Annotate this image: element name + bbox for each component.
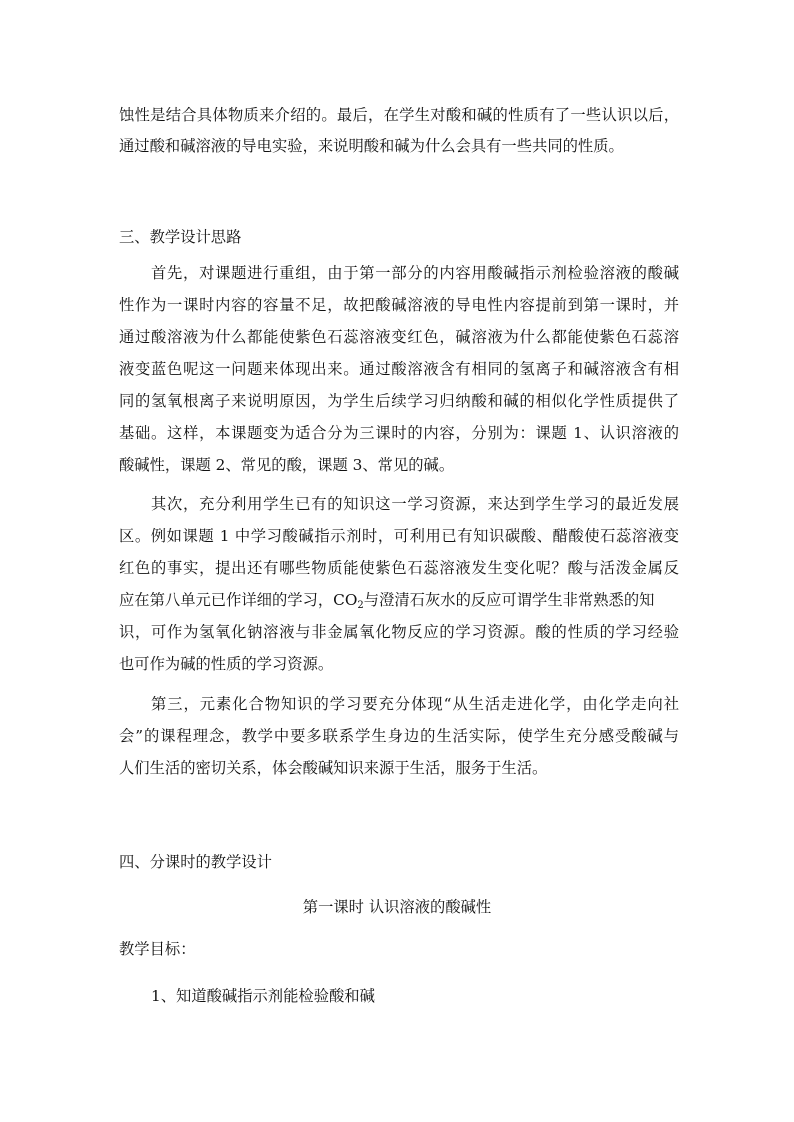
para1-line-3: 通过酸溶液为什么都能使紫色石蕊溶液变红色，碱溶液为什么都能使紫色石蕊溶 — [119, 328, 679, 346]
intro-line-2: 通过酸和碱溶液的导电实验，来说明酸和碱为什么会具有一些共同的性质。 — [119, 137, 624, 155]
para2-line-2: 区。例如课题 1 中学习酸碱指示剂时，可利用已有知识碳酸、醋酸使石蕊溶液变 — [119, 527, 679, 545]
para3-line-3: 人们生活的密切关系，体会酸碱知识来源于生活，服务于生活。 — [119, 759, 548, 777]
lesson-title: 第一课时 认识溶液的酸碱性 — [302, 898, 492, 916]
section-3-heading: 三、教学设计思路 — [119, 228, 242, 246]
para1-line-4: 液变蓝色呢这一问题来体现出来。通过酸溶液含有相同的氢离子和碱溶液含有相 — [119, 360, 679, 378]
para1-line-1: 首先，对课题进行重组，由于第一部分的内容用酸碱指示剂检验溶液的酸碱 — [151, 264, 679, 282]
para2-line-6: 也可作为碱的性质的学习资源。 — [119, 655, 334, 673]
para2-line-4-after: 与澄清石灰水的反应可谓学生非常熟悉的知 — [363, 591, 655, 609]
para1-line-7: 酸碱性，课题 2、常见的酸，课题 3、常见的碱。 — [119, 456, 455, 474]
para2-line-1: 其次，充分利用学生已有的知识这一学习资源，来达到学生学习的最近发展 — [151, 495, 679, 513]
intro-line-1: 蚀性是结合具体物质来介绍的。最后，在学生对酸和碱的性质有了一些认识以后， — [119, 106, 679, 124]
para2-line-5: 识，可作为氢氧化钠溶液与非金属氧化物反应的学习资源。酸的性质的学习经验 — [119, 623, 679, 641]
objectives-label: 教学目标： — [119, 940, 196, 958]
para2-line-4 — [119, 590, 679, 610]
objective-1: 1、知道酸碱指示剂能检验酸和碱 — [151, 987, 375, 1005]
para1-line-2: 性作为一课时内容的容量不足，故把酸碱溶液的导电性内容提前到第一课时，并 — [119, 296, 679, 314]
para1-line-6: 基础。这样，本课题变为适合分为三课时的内容，分别为：课题 1、认识溶液的 — [119, 424, 679, 442]
para1-line-5: 同的氢氧根离子来说明原因，为学生后续学习归纳酸和碱的相似化学性质提供了 — [119, 392, 679, 410]
para3-line-1: 第三，元素化合物知识的学习要充分体现“从生活走进化学，由化学走向社 — [151, 695, 679, 713]
section-4-heading: 四、分课时的教学设计 — [119, 853, 272, 871]
para2-line-3: 红色的事实，提出还有哪些物质能使紫色石蕊溶液发生变化呢？酸与活泼金属反 — [119, 559, 679, 577]
para3-line-2: 会”的课程理念，教学中要多联系学生身边的生活实际，使学生充分感受酸碱与 — [119, 727, 679, 745]
co2-subscript: 2 — [357, 600, 364, 610]
para2-line-4-before: 应在第八单元已作详细的学习，CO — [119, 591, 358, 609]
